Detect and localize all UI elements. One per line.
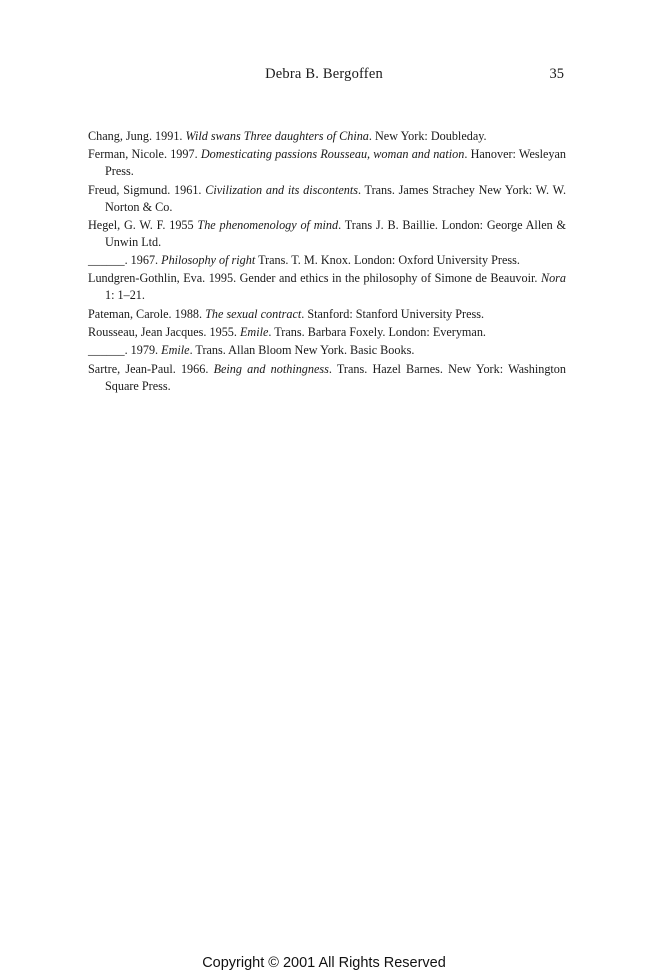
reference-entry: Sartre, Jean-Paul. 1966. Being and nothingness. Trans. Hazel Barnes. New York: Washington Square Press. xyxy=(88,361,566,393)
reference-list xyxy=(88,128,566,396)
reference-title: Domesticating passions Rousseau, woman and nation xyxy=(200,147,465,162)
reference-title: Philosophy of right xyxy=(161,253,256,268)
reference-title: The phenomenology of mind xyxy=(197,217,339,232)
reference-entry: Pateman, Carole. 1988. The sexual contract. Stanford: Stanford University Press. xyxy=(88,306,485,321)
reference-entry: Ferman, Nicole. 1997. Domesticating passions Rousseau, woman and nation. Hanover: Wesleyan Press. xyxy=(88,147,566,179)
page-number: 35 xyxy=(549,66,564,82)
reference-title: Being and nothingness xyxy=(213,361,329,376)
running-head-author: Debra B. Bergoffen xyxy=(265,66,383,82)
reference-entry: Rousseau, Jean Jacques. 1955. Emile. Trans. Barbara Foxely. London: Everyman. xyxy=(88,325,486,340)
copyright-footer: Copyright © 2001 All Rights Reserved xyxy=(202,955,446,971)
reference-title: Emile xyxy=(161,343,190,358)
reference-entry: Hegel, G. W. F. 1955 The phenomenology of mind. Trans J. B. Baillie. London: George Allen & Unwin Ltd. xyxy=(88,217,566,249)
reference-entry: ______. 1967. Philosophy of right Trans. T. M. Knox. London: Oxford University Press. xyxy=(88,253,520,268)
reference-entry: Lundgren-Gothlin, Eva. 1995. Gender and ethics in the philosophy of Simone de Beauvoir. Nora 1: 1–21. xyxy=(88,271,566,303)
reference-title: The sexual contract xyxy=(205,306,302,321)
reference-title: Wild swans Three daughters of China xyxy=(185,129,369,143)
reference-title: Emile xyxy=(239,325,269,340)
running-head xyxy=(0,66,648,86)
reference-entry: Freud, Sigmund. 1961. Civilization and its discontents. Trans. James Strachey New York: W. W. Norton & Co. xyxy=(88,182,567,214)
reference-entry: ______. 1979. Emile. Trans. Allan Bloom New York. Basic Books. xyxy=(88,343,415,358)
reference-entry: Chang, Jung. 1991. Wild swans Three daughters of China. New York: Doubleday. xyxy=(88,129,487,143)
reference-title: Civilization and its discontents xyxy=(205,182,358,197)
reference-title: Nora xyxy=(540,271,566,286)
